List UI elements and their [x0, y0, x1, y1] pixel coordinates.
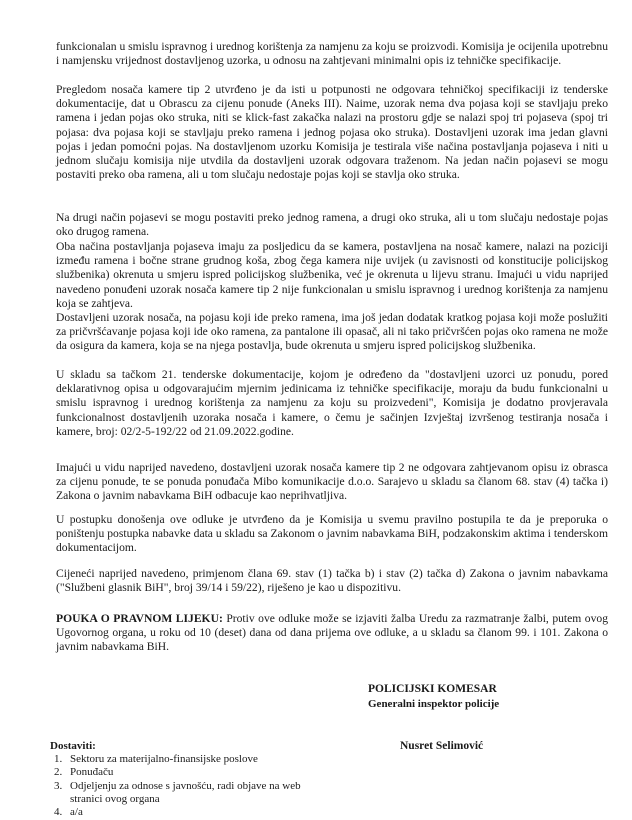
paragraph-second-way: Na drugi način pojasevi se mogu postaviti preko jednog ramena, a drugi oko struka, ali u tom slučaju nedostaje pojas oko drugog ramena. [56, 211, 608, 239]
distribution-list [50, 740, 314, 819]
paragraph-inspection: Pregledom nosača kamere tip 2 utvrđeno je da isti u potpunosti ne odgovara tehničkoj specifikaciji iz tenderske dokumentacije, dat u Obrascu za cijenu ponude (Aneks III). Naime, uzorak nema dva pojasa koji se stavljaju preko ramena i jedan pojas oko struka, niti se klick-fast zakačka nalazi na prostoru gdje se nalazi spoj tri pojaseva (spoj tri pojasa: dva pojasa koji se stavljaju preko ramena i jednog pojasa oko struka). Dostavljeni uzorak ima jedan glavni pojas i jedan pomoćni pojas. Na dostavljenom uzorku Komisija je testirala više načina postavljanja pojaseva i niti u jednom slučaju komisija nije utvdila da dostavljeni uzorak odgovara traženom. Na jedan način pojasevi se mogu postaviti preko oba ramena, ali u tom slučaju nedostaje pojas koji se stavlja oko struka. [56, 83, 608, 182]
paragraph-consequence: Oba načina postavljanja pojaseva imaju za posljedicu da se kamera, postavljena na nosač kamere, nalazi na poziciji između ramena i bočne strane grudnog koša, zbog čega kamera nije uvijek (u zavisnosti od konstitucije policijskog službenika) okrenuta u smjeru ispred policijskog službenika, već je okrenuta u lijevu stranu. Imajući u vidu naprijed navedeno ponuđeni uzorak nosača kamere tip 2 nije funkcionalan u smislu ispravnog i urednog korištenja za namjenu koja se zahtjeva. [56, 240, 608, 310]
list-item: 4. a/a [54, 806, 83, 819]
paragraph-conclusion: Cijeneći naprijed navedeno, primjenom člana 69. stav (1) tačka b) i stav (2) tačka d) Zakona o javnim nabavkama ("Službeni glasnik BiH", broj 39/14 i 59/22), riješeno je kao u dispozitivu. [56, 567, 608, 595]
legal-remedy-label: POUKA O PRAVNOM LIJEKU: [56, 612, 223, 625]
distribution-heading: Dostaviti: [50, 740, 96, 752]
signature-title: POLICIJSKI KOMESAR [368, 683, 497, 695]
signature-subtitle: Generalni inspektor policije [368, 698, 500, 710]
paragraph-procedure: U postupku donošenja ove odluke je utvrđeno da je Komisija u svemu pravilno postupila te da je preporuka o poništenju postupka nabavke data u skladu sa Zakonom o javnim nabavkama BiH, podzakonskim aktima i tenderskom dokumentacijom. [56, 513, 608, 555]
signature-name: Nusret Selimović [400, 740, 484, 752]
paragraph-rejection: Imajući u vidu naprijed navedeno, dostavljeni uzorak nosača kamere tip 2 ne odgovara zahtjevanom opisu iz obrasca za cijenu ponude, te se ponuda ponuđača Mibo komunikacije d.o.o. Sarajevo u skladu sa članom 68. stav (4) tačka i) Zakona o javnim nabavkama BiH odbacuje kao neprihvatljiva. [56, 461, 608, 503]
list-item: 1. Sektoru za materijalno-finansijske poslove [54, 753, 258, 766]
paragraph-extra-strap: Dostavljeni uzorak nosača, na pojasu koji ide preko ramena, ima još jedan dodatak kratkog pojasa koji može poslužiti za pričvršćavanje pojasa koji ide oko ramena, za pantalone ili opasač, ali ni tako pričvršćen pojas oko ramena ne može da osigura da kamera, koja se na njega postavlja, bude okrenuta u smjeru ispred policijskog službenika. [56, 311, 608, 353]
list-item: 3. Odjeljenju za odnose s javnošću, radi objave na web stranici ovog organa [54, 779, 301, 805]
paragraph-functional: funkcionalan u smislu ispravnog i urednog korištenja za namjenu za koju se proizvodi. Komisija je ocijenila upotrebnu i namjensku vrijednost dostavljenog uzorka, u odnosu na zahtjevani minimalni opis iz tehničke specifikacije. [56, 40, 608, 68]
list-item: 2. Ponuđaču [54, 766, 114, 779]
legal-remedy-text: Protiv ove odluke može se izjaviti žalba Uredu za razmatranje žalbi, putem ovog Ugovornog organa, u roku od 10 (deset) dana od dana prijema ove odluke, a u skladu sa članom 99. i 101. Zakona o javnim nabavkama BiH. [56, 612, 608, 654]
legal-remedy-paragraph [56, 612, 608, 655]
paragraph-point-21: U skladu sa tačkom 21. tenderske dokumentacije, kojom je određeno da "dostavljeni uzorci uz ponudu, pored deklarativnog opisa u odgovarajućim mjernim jedinicama iz tehničke specifikacije, moraju da budu funkcionalni u smislu ispravnog i urednog korištenja za namjenu za koju su proizvedeni", Komisija je dodatno provjeravala funkcionalnost dostavljenih uzoraka nosača i kamere, o čemu je sačinjen Izvještaj izvršenog testiranja nosača i kamere, broj: 02/2-5-192/22 od 21.09.2022.godine. [56, 368, 608, 438]
